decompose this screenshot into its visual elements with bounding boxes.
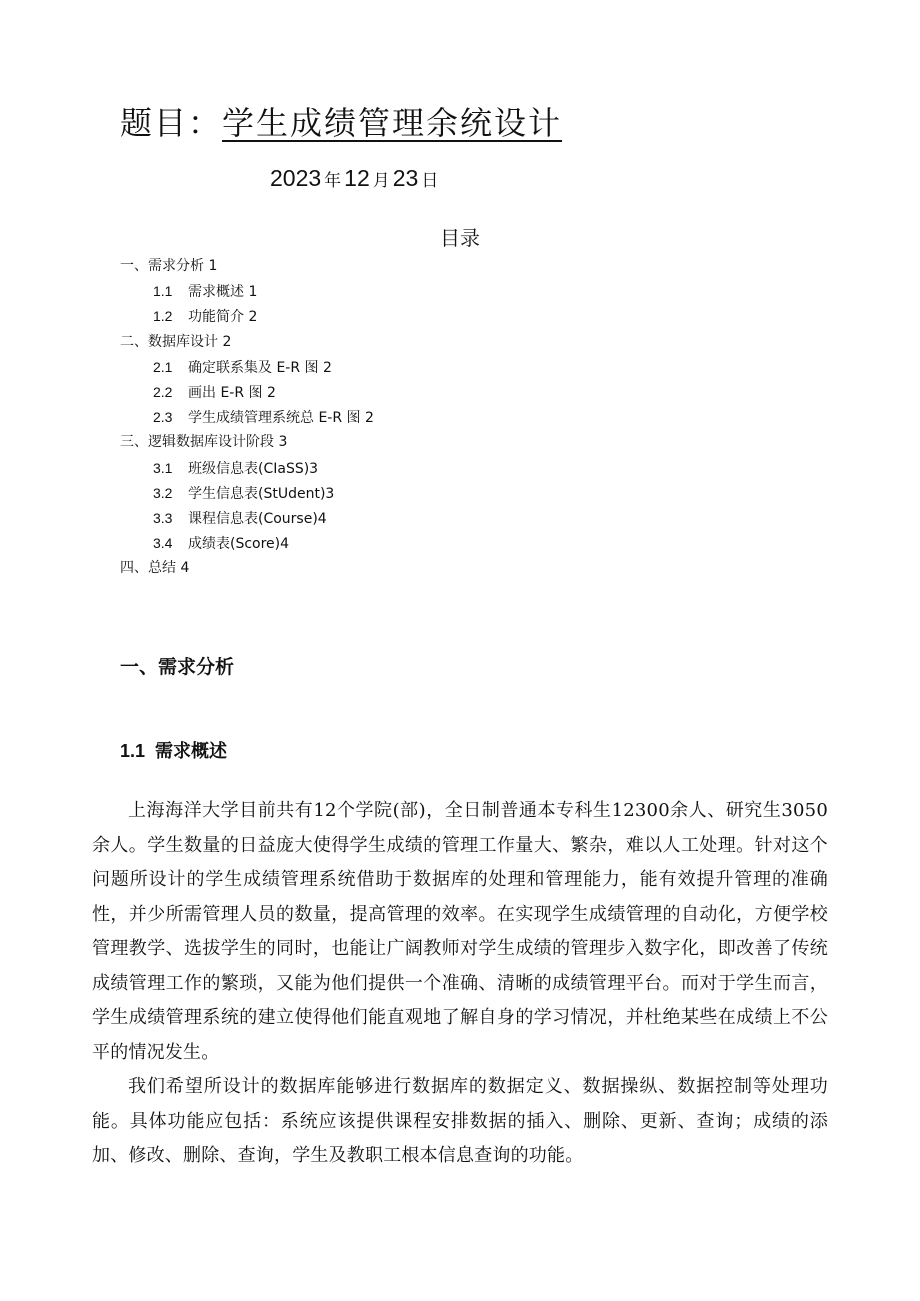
toc-item-text: 学生成绩管理系统总 E-R 图 2 — [188, 410, 374, 427]
toc-item-number: 1.1 — [153, 283, 173, 300]
document-title — [120, 98, 562, 144]
toc-item[interactable] — [120, 254, 820, 279]
toc-item-number: 2.3 — [153, 409, 173, 426]
date-day-unit: 日 — [421, 171, 439, 191]
paragraph: 上海海洋大学目前共有12个学院(部)，全日制普通本专科生12300余人、研究生3050余人。学生数量的日益庞大使得学生成绩的管理工作量大、繁杂，难以人工处理。针对这个问题所设计的学生成绩管理系统借助于数据库的处理和管理能力，能有效提升管理的准确性，并少所需管理人员的数量，提高管理的效率。在实现学生成绩管理的自动化，方便学校管理教学、选拔学生的同时，也能让广阔教师对学生成绩的管理步入数字化，即改善了传统成绩管理工作的繁琐，又能为他们提供一个准确、清晰的成绩管理平台。而对于学生而言，学生成绩管理系统的建立使得他们能直观地了解自身的学习情况，并杜绝某些在成绩上不公平的情况发生。 — [92, 800, 828, 1063]
toc-item-text: 功能简介 2 — [188, 309, 258, 326]
title-value: 学生成绩管理余统设计 — [222, 104, 563, 142]
body-text — [92, 794, 828, 1174]
toc-item[interactable] — [120, 506, 820, 531]
toc-item-number: 3.4 — [153, 535, 173, 552]
toc-item-text: 二、数据库设计 2 — [120, 333, 232, 350]
toc-item[interactable] — [120, 355, 820, 380]
paragraph: 我们希望所设计的数据库能够进行数据库的数据定义、数据操纵、数据控制等处理功能。具体功能应包括：系统应该提供课程安排数据的插入、删除、更新、查询；成绩的添加、修改、删除、查询，学生及教职工根本信息查询的功能。 — [92, 1076, 828, 1166]
toc-item-text: 三、逻辑数据库设计阶段 3 — [120, 434, 288, 451]
date-day: 23 — [392, 165, 419, 191]
toc-item-number: 2.1 — [153, 358, 173, 375]
date-year: 2023 — [270, 165, 322, 191]
toc-heading: 目录 — [440, 226, 480, 250]
toc-item-text: 成绩表(Score)4 — [188, 536, 290, 553]
toc-item-text: 需求概述 1 — [188, 284, 258, 301]
toc-item[interactable] — [120, 405, 820, 430]
subsection-number: 1.1 — [120, 741, 146, 761]
toc-item[interactable] — [120, 456, 820, 481]
subsection-heading-overview — [120, 737, 227, 763]
toc-item[interactable] — [120, 531, 820, 556]
subsection-title: 需求概述 — [155, 741, 228, 762]
toc-item-text: 确定联系集及 E-R 图 2 — [188, 359, 332, 376]
toc-item-text: 课程信息表(Course)4 — [188, 510, 327, 527]
toc-item-number: 2.2 — [153, 383, 173, 400]
toc-item[interactable] — [120, 380, 820, 405]
date-month: 12 — [344, 165, 370, 191]
title-label: 题目： — [120, 104, 223, 142]
toc-item[interactable] — [120, 279, 820, 304]
toc-item-text: 四、总结 4 — [120, 560, 190, 577]
date-year-unit: 年 — [324, 171, 342, 191]
section-heading-requirements: 一、需求分析 — [120, 656, 235, 678]
toc-item-number: 3.2 — [153, 484, 173, 501]
date-month-unit: 月 — [372, 171, 390, 191]
toc-item[interactable] — [120, 330, 820, 355]
table-of-contents — [120, 254, 820, 581]
toc-item-number: 1.2 — [153, 308, 173, 325]
toc-item-number: 3.3 — [153, 509, 173, 526]
toc-item-text: 画出 E-R 图 2 — [188, 384, 276, 401]
toc-item-text: 学生信息表(StUdent)3 — [188, 485, 335, 502]
toc-item[interactable] — [120, 304, 820, 329]
toc-item-text: 一、需求分析 1 — [120, 258, 218, 274]
document-date — [270, 165, 441, 192]
toc-item-text: 班级信息表(CIaSS)3 — [188, 460, 319, 477]
toc-item[interactable] — [120, 556, 820, 581]
toc-item[interactable] — [120, 481, 820, 506]
toc-item[interactable] — [120, 430, 820, 455]
toc-item-number: 3.1 — [153, 459, 173, 476]
